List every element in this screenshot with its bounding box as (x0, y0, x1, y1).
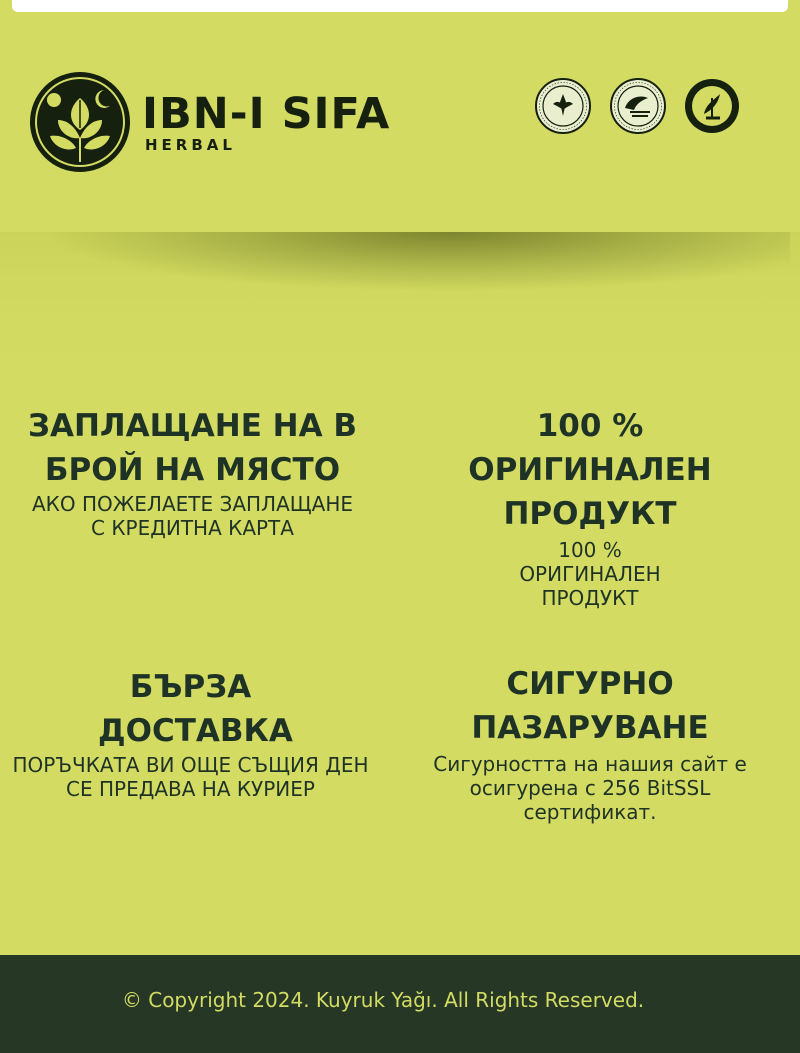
features-section (0, 360, 800, 955)
header-drop-shadow (40, 232, 790, 292)
feature-text: 100 % ОРИГИНАЛЕН ПРОДУКТ (519, 538, 661, 610)
copyright-text: © Copyright 2024. Kuyruk Yağı. All Rights Reserved. (121, 988, 645, 1012)
top-white-strip (12, 0, 788, 12)
feature-text: АКО ПОЖЕЛАЕТЕ ЗАПЛАЩАНЕ С КРЕДИТНА КАРТА (31, 492, 353, 540)
feature-secure-shopping (395, 662, 785, 824)
site-header (0, 14, 800, 234)
pharmacy-emblem-icon (684, 78, 740, 134)
feature-text: Сигурността на нашия сайт е осигурена с 256 BitSSL сертификат. (433, 752, 747, 824)
feature-text: ПОРЪЧКАТА ВИ ОЩЕ СЪЩИЯ ДЕН СЕ ПРЕДАВА НА КУРИЕР (12, 753, 369, 801)
site-footer (0, 955, 800, 1053)
brand-tagline: HERBAL (145, 136, 236, 154)
ministry-health-seal-icon (610, 78, 666, 134)
feature-original-product (405, 404, 775, 610)
feature-title: 100 % ОРИГИНАЛЕН ПРОДУКТ (468, 408, 712, 532)
brand-name: IBN-I SIFA (142, 89, 391, 139)
ministry-seal-icon (535, 78, 591, 134)
header-shadow-band (0, 232, 800, 360)
feature-title: СИГУРНО ПАЗАРУВАНЕ (471, 666, 709, 746)
feature-title: БЪРЗА ДОСТАВКА (98, 669, 293, 749)
herbal-leaves-emblem-icon (28, 70, 132, 174)
feature-cash-on-delivery (10, 404, 375, 540)
feature-title: ЗАПЛАЩАНЕ НА В БРОЙ НА МЯСТО (27, 408, 358, 488)
feature-fast-delivery (8, 665, 373, 801)
top-bar (0, 0, 800, 14)
